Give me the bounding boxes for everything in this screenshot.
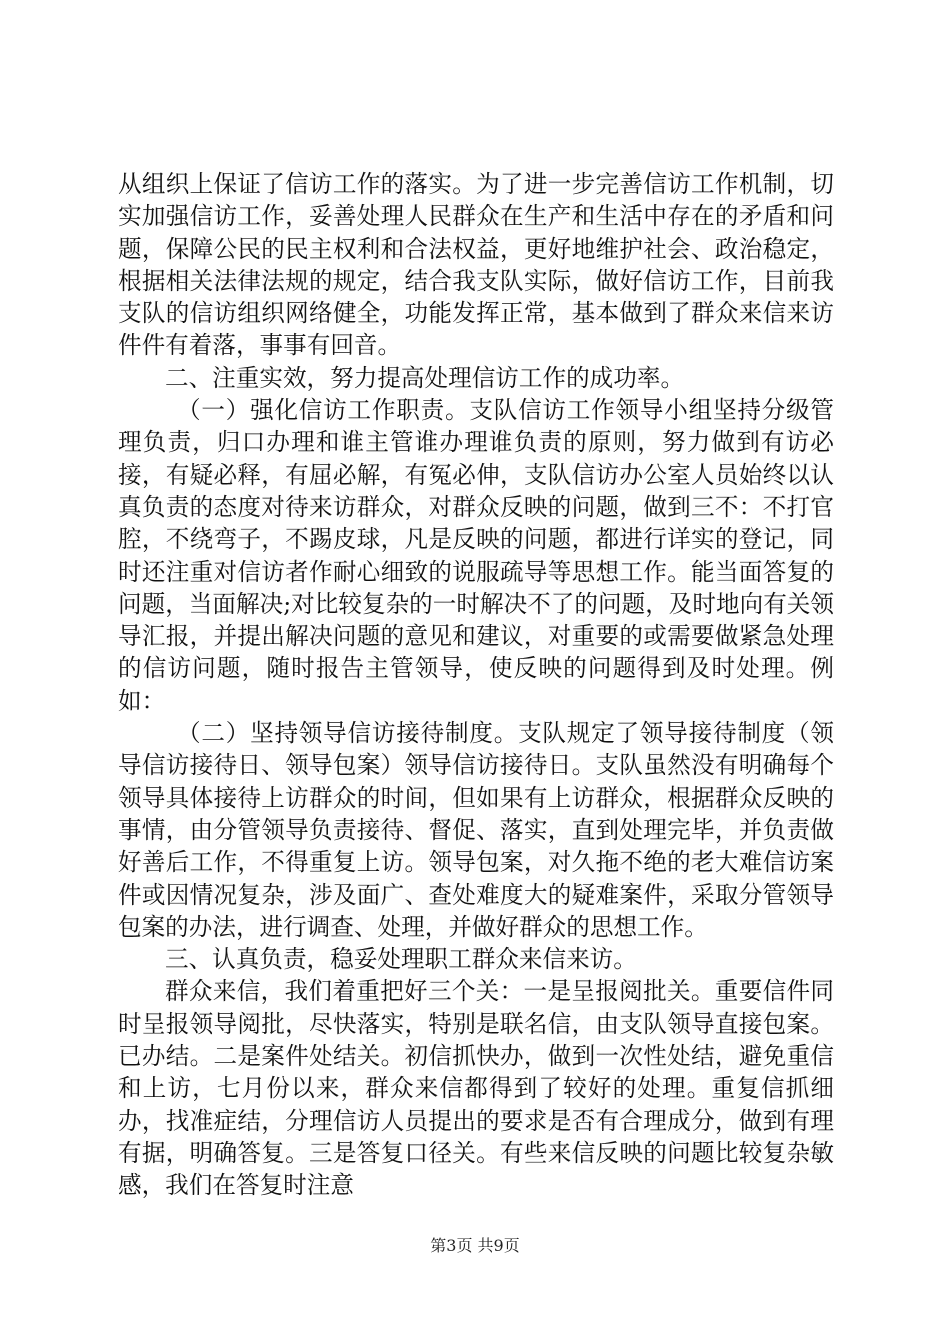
- paragraph-subsection-2: （二）坚持领导信访接待制度。支队规定了领导接待制度（领导信访接待日、领导包案）领导信访接待日。支队虽然没有明确每个领导具体接待上访群众的时间，但如果有上访群众，根据群众反映的事情，由分管领导负责接待、督促、落实，直到处理完毕，并负责做好善后工作，不得重复上访。领导包案，对久拖不绝的老大难信访案件或因情况复杂，涉及面广、查处难度大的疑难案件，采取分管领导包案的办法，进行调查、处理，并做好群众的思想工作。: [118, 719, 834, 941]
- document-body: [118, 168, 834, 1202]
- section-heading-2: 二、注重实效，努力提高处理信访工作的成功率。: [165, 363, 685, 392]
- paragraph-letters: 群众来信，我们着重把好三个关：一是呈报阅批关。重要信件同时呈报领导阅批，尽快落实，特别是联名信，由支队领导直接包案。已办结。二是案件处结关。初信抓快办，做到一次性处结，避免重信和上访，七月份以来，群众来信都得到了较好的处理。重复信抓细办，找准症结，分理信访人员提出的要求是否有合理成分，做到有理有据，明确答复。三是答复口径关。有些来信反映的问题比较复杂敏感，我们在答复时注意: [118, 977, 834, 1200]
- paragraph-continuation: 从组织上保证了信访工作的落实。为了进一步完善信访工作机制，切实加强信访工作，妥善处理人民群众在生产和生活中存在的矛盾和问题，保障公民的民主权利和合法权益，更好地维护社会、政治稳定，根据相关法律法规的规定，结合我支队实际，做好信访工作，目前我支队的信访组织网络健全，功能发挥正常，基本做到了群众来信来访件件有着落，事事有回音。: [118, 170, 834, 360]
- page-number-footer: 第3页 共9页: [430, 1236, 520, 1255]
- section-heading-3: 三、认真负责，稳妥处理职工群众来信来访。: [165, 945, 637, 974]
- paragraph-subsection-1: （一）强化信访工作职责。支队信访工作领导小组坚持分级管理负责，归口办理和谁主管谁办理谁负责的原则，努力做到有访必接，有疑必释，有屈必解，有冤必伸，支队信访办公室人员始终以认真负责的态度对待来访群众，对群众反映的问题，做到三不：不打官腔，不绕弯子，不踢皮球，凡是反映的问题，都进行详实的登记，同时还注重对信访者作耐心细致的说服疏导等思想工作。能当面答复的问题，当面解决;对比较复杂的一时解决不了的问题，及时地向有关领导汇报，并提出解决问题的意见和建议，对重要的或需要做紧急处理的信访问题，随时报告主管领导，使反映的问题得到及时处理。例如：: [118, 396, 834, 715]
